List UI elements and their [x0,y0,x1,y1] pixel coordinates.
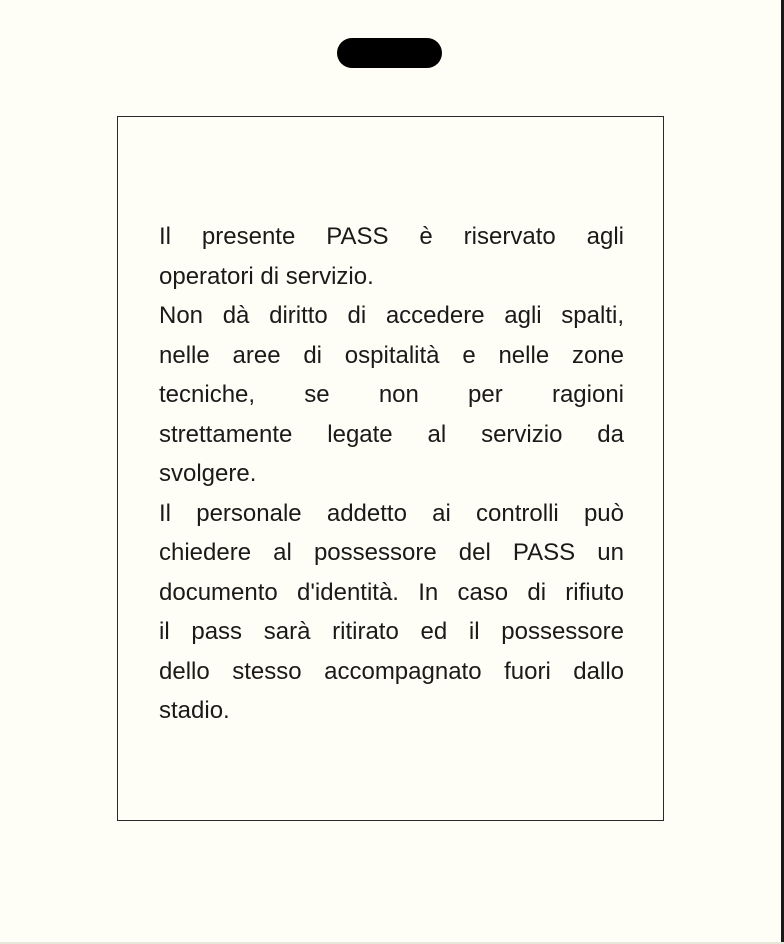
text-line: svolgere. [159,460,257,487]
text-line: operatori di servizio. [159,262,374,290]
paragraph-access-restrictions [159,296,624,494]
text-line: dello stesso accompagnato fuori dallo [159,657,624,685]
paragraph-identity-check [159,494,624,731]
text-line: stadio. [159,697,230,724]
lanyard-slot [337,38,442,68]
text-line: documento d'identità. In caso di rifiuto [159,578,624,606]
pass-terms-text [159,217,624,731]
text-line: strettamente legate al servizio da [159,420,624,448]
text-line: il pass sarà ritirato ed il possessore [159,618,624,645]
paragraph-reserved-notice [159,217,624,296]
text-line: Il personale addetto ai controlli può [159,499,624,527]
text-line: nelle aree di ospitalità e nelle zone [159,341,624,369]
text-line: Non dà diritto di accedere agli spalti, [159,302,624,329]
text-line: tecniche, se non per ragioni [159,381,624,408]
text-line: Il presente PASS è riservato agli [159,223,624,250]
text-line: chiedere al possessore del PASS un [159,539,624,566]
